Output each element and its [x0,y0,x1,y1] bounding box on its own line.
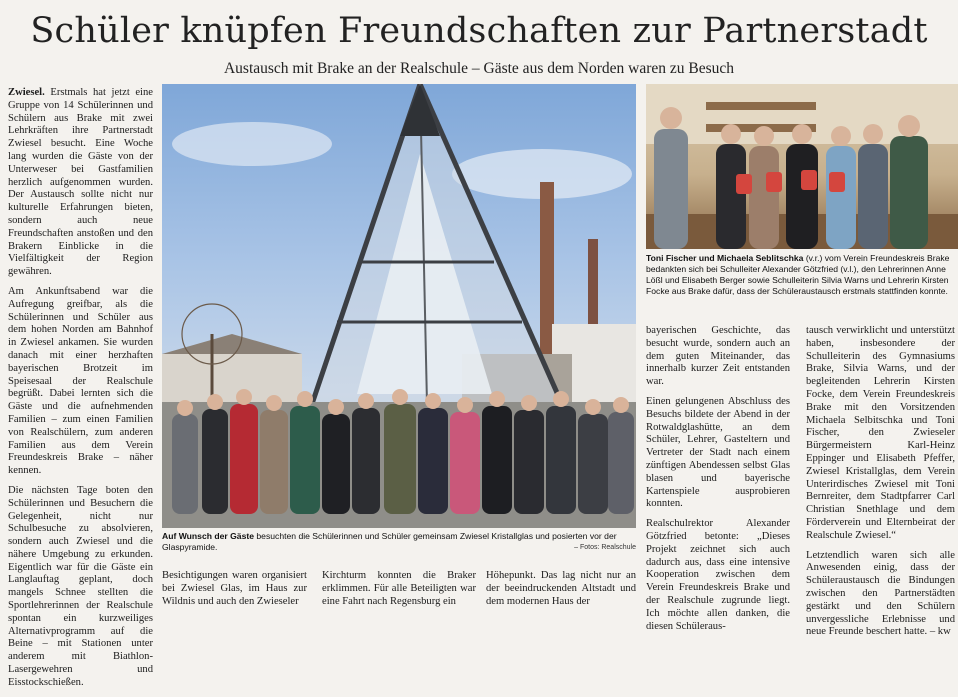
author-sign: – kw [929,626,951,638]
right-photo-group-indoors [646,84,958,249]
paragraph-3: Realschulrektor Alexander Götzfried betonte: „Dieses Projekt zeichnet sich auch dadurch aus, dass eine intensive Kooperation zwischen dem Verein Freundeskreis Brake und der Realschule zugrunde liegt. Ich möchte allen danken, die diesen Schüleraus- [646,518,790,632]
headline: Schüler knüpfen Freundschaften zur Partnerstadt [30,11,928,51]
paragraph-2: Einen gelungenen Abschluss des Besuchs bildete der Abend in der Rotwaldglashütte, an dem Schüler, Lehrer, Gasteltern und Vertreter der Stadt nach einem zünftigen Abendessen selbst Glas blasen und bayerische Kartenspiele ausprobieren konnten. [646,395,790,510]
group-indoors-illustration [646,84,958,249]
dateline: Zwiesel. [8,87,45,98]
paragraph-1 [8,87,153,279]
article-column-3 [646,325,790,640]
bottom-text-1: Besichtigungen waren organisiert bei Zwiesel Glas, im Haus zur Wildnis und auch den Zwieseler [162,570,307,607]
main-photo-glass-pyramid [162,84,636,528]
caption-bold: Toni Fischer und Michaela Seblitschka [646,253,804,263]
caption-bold: Auf Wunsch der Gäste [162,531,255,541]
bottom-text-3: Höhepunkt. Das lag nicht nur an der beeindruckenden Altstadt und dem modernen Haus der [486,570,636,607]
bottom-text-2: Kirchturm konnten die Braker erklimmen. Für alle Beteiligten war eine Fahrt nach Regensburg ein [322,570,476,607]
pyramid-group-illustration [162,84,636,528]
article-column-1 [8,87,153,697]
paragraph-1-text: Erstmals hat jetzt eine Gruppe von 14 Schülerinnen und Schülern aus Brake mit zwei Lehrkräften ihre Partnerstadt Zwiesel besucht. Eine Woche lang wurden die Gäste von der Unterweser bei Gastfamilien herzlich aufgenommen wurden. Der Austausch sollte nicht nur kulturelle Erfahrungen bieten, sondern auch neue Freundschaften anstoßen und den Brakern Einblicke in die Vielfältigkeit der Region gewähren. [8,87,153,278]
paragraph-2-text: Letztendlich waren sich alle Anwesenden einig, dass der Schüleraustausch die Bindungen zwischen den Partnerstädten gestärkt und den Schülern unvergessliche Erlebnisse und neue Freunde beschert hatte. [806,549,955,638]
paragraph-2 [806,550,955,640]
paragraph-2: Am Ankunftsabend war die Aufregung greifbar, als die Schülerinnen und Schüler aus dem hohen Norden am Bahnhof in Zwiesel ankamen. Sie wurden danach mit einer herzhaften bayerischen Brotzeit im Speisesaal der Realschule begrüßt. Dabei lernten sich die Gäste und die aufnehmenden Familien – zum einen Familien von Realschülern, zum anderen Familien aus dem Verein Freundeskreis Brake – näher kennen. [8,285,153,477]
caption-text: besuchten die Schülerinnen und Schüler gemeinsam Zwiesel Kristallglas und posierten vor der Glaspyramide. [162,531,617,552]
paragraph-1: tausch verwirklicht und unterstützt haben, insbesondere der Schulleiterin des Gymnasiums Brake, Silvia Warns, und der begleitenden Lehrerin Kirsten Focke, dem Verein Freundeskreis Brake mit den Vorsitzenden Michaela Selbitschka und Toni Fischer, den Zwieseler Bürgermeistern Karl-Heinz Eppinger und Elisabeth Pfeffer, Zwiesel Kristallglas, dem Verein Unterirdisches Zwiesel mit Toni Bernreiter, dem Stadtpfarrer Carl Christian Snethlage und dem Förderverein und Elternbeirat der Realschule Zwiesel.“ [806,325,955,541]
subheadline: Austausch mit Brake an der Realschule – Gäste aus dem Norden waren zu Besuch [223,60,735,77]
paragraph-3: Die nächsten Tage boten den Schülerinnen und Besuchern die Gelegenheit, nicht nur Schulbesuche zu absolvieren, sondern auch Zwiesel und die nähere Umgebung zu erkunden. Eigentlich war für die Gäste ein Langlauftag geplant, doch mangels Schnee stellten die Sportlehrerinnen der Realschule spontan ein kurzweiliges Alternativprogramm auf die Beine – mit Stationen unter anderem mit Biathlon-Lasergewehren und Eisstockschießen. [8,484,153,688]
right-photo-caption [646,253,958,297]
photo-credit: – Fotos: Realschule [574,544,636,551]
paragraph-1: bayerischen Geschichte, das besucht wurde, sondern auch an dem guten Miteinander, das innerhalb kurzer Zeit entstanden war. [646,325,790,388]
article-column-4 [806,325,955,646]
caption-text: (v.r.) vom Verein Freundeskreis Brake bedankten sich bei Schulleiter Alexander Götzfried (v.l.), den Lehrerinnen Anne Lößl und Elisabeth Berger sowie Schulleiterin Silvia Warns und Lehrerin Kirsten Focke aus Brake dafür, dass der Schüleraustausch erstmals stattfinden konnte. [646,253,950,296]
